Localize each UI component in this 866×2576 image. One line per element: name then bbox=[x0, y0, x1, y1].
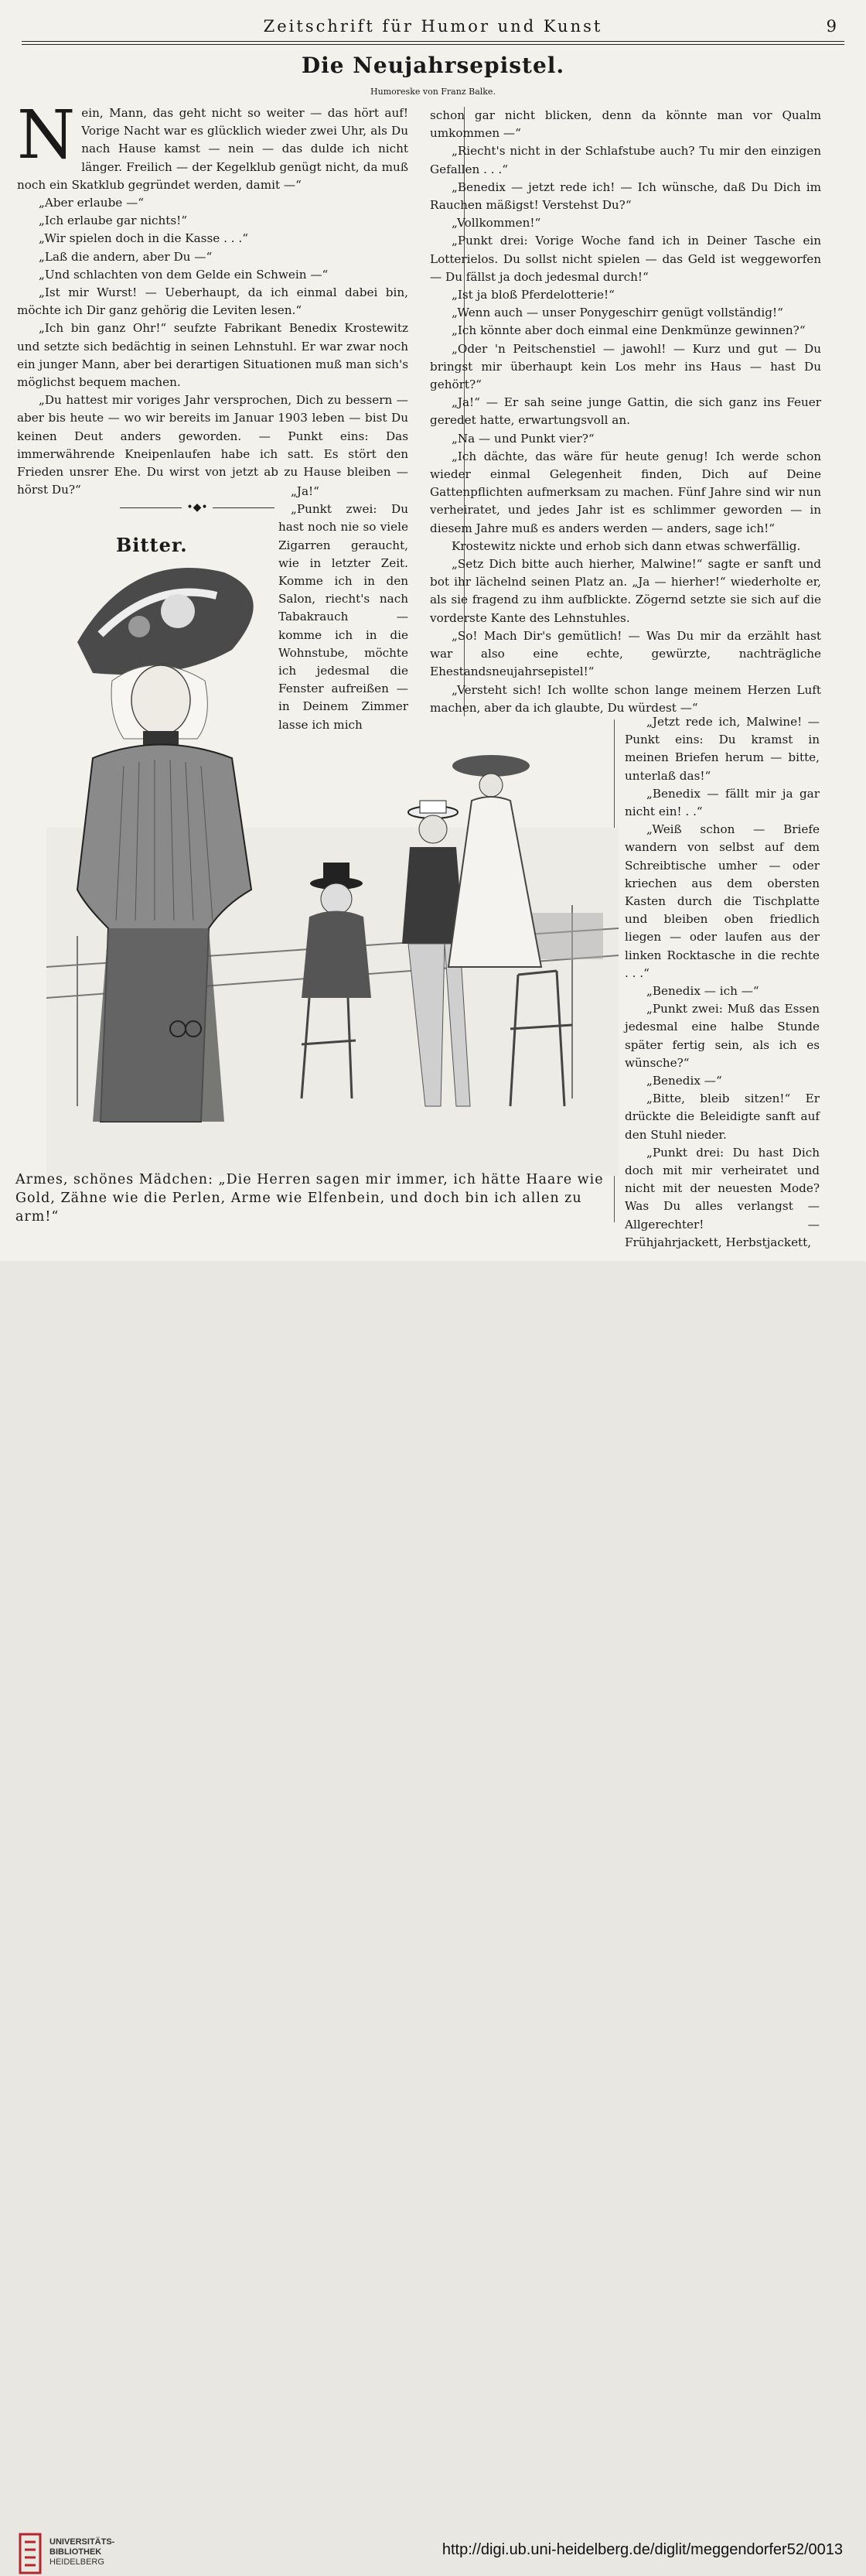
paragraph: „Laß die andern, aber Du —“ bbox=[39, 249, 213, 264]
narrow-right-column bbox=[625, 713, 820, 1252]
university-library-logo-icon bbox=[17, 2531, 43, 2576]
illustration-woman-with-hat bbox=[46, 565, 619, 1176]
drop-cap: N bbox=[17, 97, 76, 174]
paragraph: schon gar nicht blicken, denn da könnte man vor Qualm umkommen —“ bbox=[430, 108, 821, 141]
paragraph: „Wenn auch — unser Ponygeschirr genügt vollständig!“ bbox=[452, 306, 783, 320]
paragraph: „Aber erlaube —“ bbox=[39, 196, 145, 210]
paragraph: „Ich könnte aber doch einmal eine Denkmünze gewinnen?“ bbox=[452, 323, 806, 338]
seated-man bbox=[302, 863, 371, 998]
header-rule bbox=[22, 41, 844, 42]
paragraph: „Benedix — fällt mir ja gar nicht ein! . .“ bbox=[625, 786, 820, 819]
paragraph: „Ist mir Wurst! — Ueberhaupt, da ich einmal dabei bin, möchte ich Dir ganz gehörig die Leviten lesen.“ bbox=[17, 285, 408, 318]
paragraph: „Jetzt rede ich, Malwine! — Punkt eins: Du kramst in meinen Briefen herum — bitte, unterlaß das!“ bbox=[625, 715, 820, 783]
paragraph: „Bitte, bleib sitzen!“ Er drückte die Beleidigte sanft auf den Stuhl nieder. bbox=[625, 1092, 820, 1142]
paragraph: „Weiß schon — Briefe wandern von selbst auf dem Schreibtische umher — oder kriechen aus dem obersten Kasten durch die Tischplatte und bleiben oben friedlich liegen — oder laufen aus der linken Rocktasche in die rechte . . .“ bbox=[625, 822, 820, 980]
paragraph: „So! Mach Dir's gemütlich! — Was Du mir da erzählt hast war also eine echte, gewürzte, nachträgliche Ehestandsneujahrsepistel!“ bbox=[430, 628, 821, 679]
header-rule-2 bbox=[22, 44, 844, 45]
paragraph: „Wir spielen doch in die Kasse . . .“ bbox=[39, 231, 248, 246]
paragraph: „Benedix —“ bbox=[646, 1074, 722, 1088]
paragraph: „Benedix — ich —“ bbox=[646, 984, 759, 999]
paragraph: „Vollkommen!“ bbox=[452, 216, 541, 231]
illustration-caption: Armes, schönes Mädchen: „Die Herren sagen mir immer, ich hätte Haare wie Gold, Zähne wie die Perlen, Arme wie Elfenbein, und doch bin ich allen zu arm!“ bbox=[15, 1172, 604, 1225]
paragraph: „Ja!“ bbox=[291, 484, 319, 498]
paragraph: „Ist ja bloß Pferdelotterie!“ bbox=[452, 288, 615, 302]
paragraph: „Punkt zwei: Du hast noch nie so viele Zigarren geraucht, wie in letzter Zeit. Komme ich in den Salon, riecht's nach Tabakrauch — komme ich in die Wohnstube, möchte ich jedesmal die Fenster aufreißen — in Deinem Zimmer lasse ich mich bbox=[278, 502, 408, 732]
paragraph: „Punkt drei: Vorige Woche fand ich in Deiner Tasche ein Lotterielos. Du sollst nicht spielen — das Geld ist weggeworfen — Du fällst ja doch jedesmal durch!“ bbox=[430, 234, 821, 284]
paragraph: „Ich dächte, das wäre für heute genug! Ich werde schon wieder einmal Gelegenheit finden, Dich auf Deine Gattenpflichten aufmerksam zu machen. Fünf Jahre sind wir nun verheiratet, und jedes Jahr ist es schlimmer geworden — in diesem Jahre muß es anders werden — anders, sage ich!“ bbox=[430, 449, 821, 535]
paragraph: „Punkt zwei: Muß das Essen jedesmal eine halbe Stunde später fertig sein, als ich es wünsche?“ bbox=[625, 1002, 820, 1070]
paragraph: „Ich erlaube gar nichts!“ bbox=[39, 214, 188, 228]
paragraph: „Ich bin ganz Ohr!“ seufzte Fabrikant Benedix Krostewitz und setzte sich bedächtig in seinen Lehnstuhl. Er war zwar noch ein junger Mann, aber bei derartigen Situationen muß man sich's möglichst bequem machen. bbox=[17, 321, 408, 390]
paragraph: Krostewitz nickte und erhob sich dann etwas schwerfällig. bbox=[452, 538, 801, 553]
section-ornament: •◆• bbox=[101, 501, 294, 514]
paragraph: „Setz Dich bitte auch hierher, Malwine!“ sagte er sanft und bot ihr lächelnd seinen Platz an. „Ja — hierher!“ wiederholte er, als sie fragend zu ihm aufblickte. Zögernd setzte sie sich auf die vorderste Kante des Lehnstuhles. bbox=[430, 557, 821, 625]
article-title: Die Neujahrsepistel. bbox=[301, 53, 565, 78]
page-number: 9 bbox=[826, 17, 837, 36]
viewer-footer bbox=[0, 1261, 866, 2567]
paragraph: „Punkt drei: Du hast Dich doch mit mir verheiratet und nicht mit der neuesten Mode? Was Du alles verlangst — Allgerechter! — Frühjahrjackett, Herbstjackett, bbox=[625, 1145, 820, 1249]
scanned-page bbox=[0, 0, 866, 1261]
left-column bbox=[17, 97, 408, 499]
paragraph: „Riecht's nicht in der Schlafstube auch? Tu mir den einzigen Gefallen . . .“ bbox=[430, 144, 821, 176]
paragraph: „Na — und Punkt vier?“ bbox=[452, 431, 595, 446]
paragraph: „Oder 'n Peitschenstiel — jawohl! — Kurz und gut — Du bringst mir überhaupt kein Los mehr ins Haus — hast Du gehört?“ bbox=[430, 341, 821, 392]
library-name: UNIVERSITÄTS- BIBLIOTHEK HEIDELBERG bbox=[49, 2537, 115, 2567]
paragraph: „Du hattest mir voriges Jahr versprochen, Dich zu bessern — aber bis heute — wo wir bereits im Januar 1903 leben — bist Du keinen Deut anders geworden. — Punkt eins: Das immerwährende Kneipenlaufen habe ich satt. Es stört den Frieden unsrer Ehe. Du wirst von jetzt ab zu Hause bleiben — hörst Du?“ bbox=[17, 393, 408, 497]
paragraph: „Benedix — jetzt rede ich! — Ich wünsche, daß Du Dich im Rauchen mäßigst! Verstehst Du?“ bbox=[430, 179, 821, 213]
first-paragraph: Nein, Mann, das geht nicht so weiter — das hört auf! Vorige Nacht war es glücklich wieder zwei Uhr, als Du nach Hause kamst — nein — das dulde ich nicht länger. Freilich — der Kegelklub genügt nicht, da muß noch ein Skatklub gegründet werden, damit —“ bbox=[17, 97, 408, 192]
source-url[interactable]: http://digi.ub.uni-heidelberg.de/diglit/meggendorfer52/0013 bbox=[442, 2541, 843, 2558]
running-header bbox=[22, 14, 844, 40]
paragraph: „Versteht sich! Ich wollte schon lange meinem Herzen Luft machen, aber da ich glaubte, Du würdest —“ bbox=[430, 682, 821, 715]
sidebar-title: Bitter. bbox=[116, 534, 188, 556]
journal-title: Zeitschrift für Humor und Kunst bbox=[263, 17, 603, 36]
paragraph: „Ja!“ — Er sah seine junge Gattin, die sich ganz ins Feuer geredet hatte, erwartungsvoll an. bbox=[430, 395, 821, 428]
paragraph: „Und schlachten von dem Gelde ein Schwein —“ bbox=[39, 267, 329, 282]
article-byline: Humoreske von Franz Balke. bbox=[370, 87, 496, 97]
